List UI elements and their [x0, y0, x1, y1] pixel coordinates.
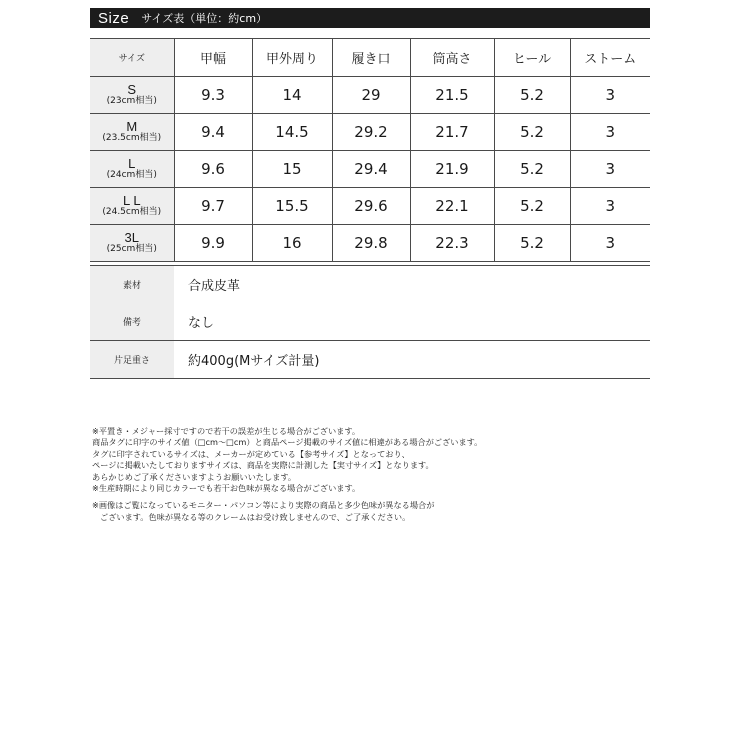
value-cell: 9.3: [174, 77, 252, 114]
size-name: L L: [122, 192, 141, 208]
product-info-block: [90, 265, 650, 379]
value-cell: 22.1: [410, 188, 494, 225]
value-cell: 5.2: [494, 188, 570, 225]
notes-block: [92, 426, 652, 523]
column-header-instep-width: 甲幅: [174, 39, 252, 77]
table-row: [90, 188, 650, 225]
column-header-size: サイズ: [90, 39, 174, 77]
value-cell: 5.2: [494, 225, 570, 262]
column-header-shaft-height: 筒高さ: [410, 39, 494, 77]
value-cell: 5.2: [494, 77, 570, 114]
size-equivalent: (23cm相当): [106, 96, 157, 107]
value-cell: 29.8: [332, 225, 410, 262]
value-cell: 29.2: [332, 114, 410, 151]
material-value: 合成皮革: [188, 279, 241, 294]
note-line: ございます。色味が異なる等のクレームはお受け致しませんので、ご了承ください。: [100, 511, 411, 522]
size-name: L: [128, 155, 136, 171]
note-line: 商品タグに印字のサイズ値（□cm～□cm）と商品ページ掲載のサイズ値に相違がある場合がございます。: [92, 437, 483, 448]
remarks-label: 備考: [90, 303, 174, 340]
header-subtitle: サイズ表（単位：約cm）: [141, 12, 268, 25]
value-cell: 3: [570, 114, 650, 151]
value-cell: 3: [570, 151, 650, 188]
value-cell: 3: [570, 77, 650, 114]
table-row: [90, 151, 650, 188]
remarks-value: なし: [188, 316, 215, 331]
note-line: タグに印字されているサイズは、メーカーが定めている【参考サイズ】となっており、: [92, 448, 410, 459]
value-cell: 14: [252, 77, 332, 114]
note-line: ※平置き・メジャー採寸ですので若干の誤差が生じる場合がございます。: [92, 426, 361, 436]
value-cell: 29.4: [332, 151, 410, 188]
size-label-cell: [90, 151, 174, 188]
size-equivalent: (24.5cm相当): [102, 207, 162, 218]
value-cell: 15.5: [252, 188, 332, 225]
size-name: S: [127, 81, 137, 97]
value-cell: 29.6: [332, 188, 410, 225]
value-cell: 22.3: [410, 225, 494, 262]
size-chart-header: [90, 8, 650, 28]
size-equivalent: (24cm相当): [106, 170, 157, 181]
value-cell: 5.2: [494, 151, 570, 188]
material-label: 素材: [90, 266, 174, 303]
note-line: ページに掲載いたしておりますサイズは、商品を実際に計測した【実寸サイズ】となります。: [92, 460, 434, 471]
size-label-cell: [90, 77, 174, 114]
remarks-row: [90, 303, 650, 341]
weight-value: 約400g(Mサイズ計量): [188, 354, 320, 369]
value-cell: 3: [570, 225, 650, 262]
size-label-cell: [90, 188, 174, 225]
value-cell: 29: [332, 77, 410, 114]
material-row: [90, 265, 650, 303]
value-cell: 21.7: [410, 114, 494, 151]
value-cell: 16: [252, 225, 332, 262]
size-table-header-row: [90, 39, 650, 77]
value-cell: 21.9: [410, 151, 494, 188]
column-header-opening: 履き口: [332, 39, 410, 77]
value-cell: 15: [252, 151, 332, 188]
note-line: ※画像はご覧になっているモニター・パソコン等により実際の商品と多少色味が異なる場合が: [92, 500, 435, 511]
table-row: [90, 114, 650, 151]
value-cell: 21.5: [410, 77, 494, 114]
size-label-cell: [90, 114, 174, 151]
value-cell: 5.2: [494, 114, 570, 151]
size-name: 3L: [124, 229, 139, 245]
note-line: ※生産時期により同じカラーでも若干お色味が異なる場合がございます。: [92, 483, 361, 494]
value-cell: 9.9: [174, 225, 252, 262]
size-equivalent: (25cm相当): [106, 244, 157, 255]
weight-row: [90, 341, 650, 379]
value-cell: 9.7: [174, 188, 252, 225]
size-equivalent: (23.5cm相当): [102, 133, 162, 144]
table-row: [90, 77, 650, 114]
column-header-platform: ストーム: [570, 39, 650, 77]
value-cell: 9.6: [174, 151, 252, 188]
size-label-cell: [90, 225, 174, 262]
table-row: [90, 225, 650, 262]
value-cell: 9.4: [174, 114, 252, 151]
note-line: あらかじめご了承くださいますようお願いいたします。: [92, 471, 297, 482]
value-cell: 14.5: [252, 114, 332, 151]
column-header-instep-circumference: 甲外周り: [252, 39, 332, 77]
column-header-heel: ヒール: [494, 39, 570, 77]
size-table: [90, 38, 650, 262]
weight-label: 片足重さ: [90, 341, 174, 378]
header-size-word: Size: [98, 9, 130, 27]
value-cell: 3: [570, 188, 650, 225]
size-name: M: [126, 118, 138, 134]
